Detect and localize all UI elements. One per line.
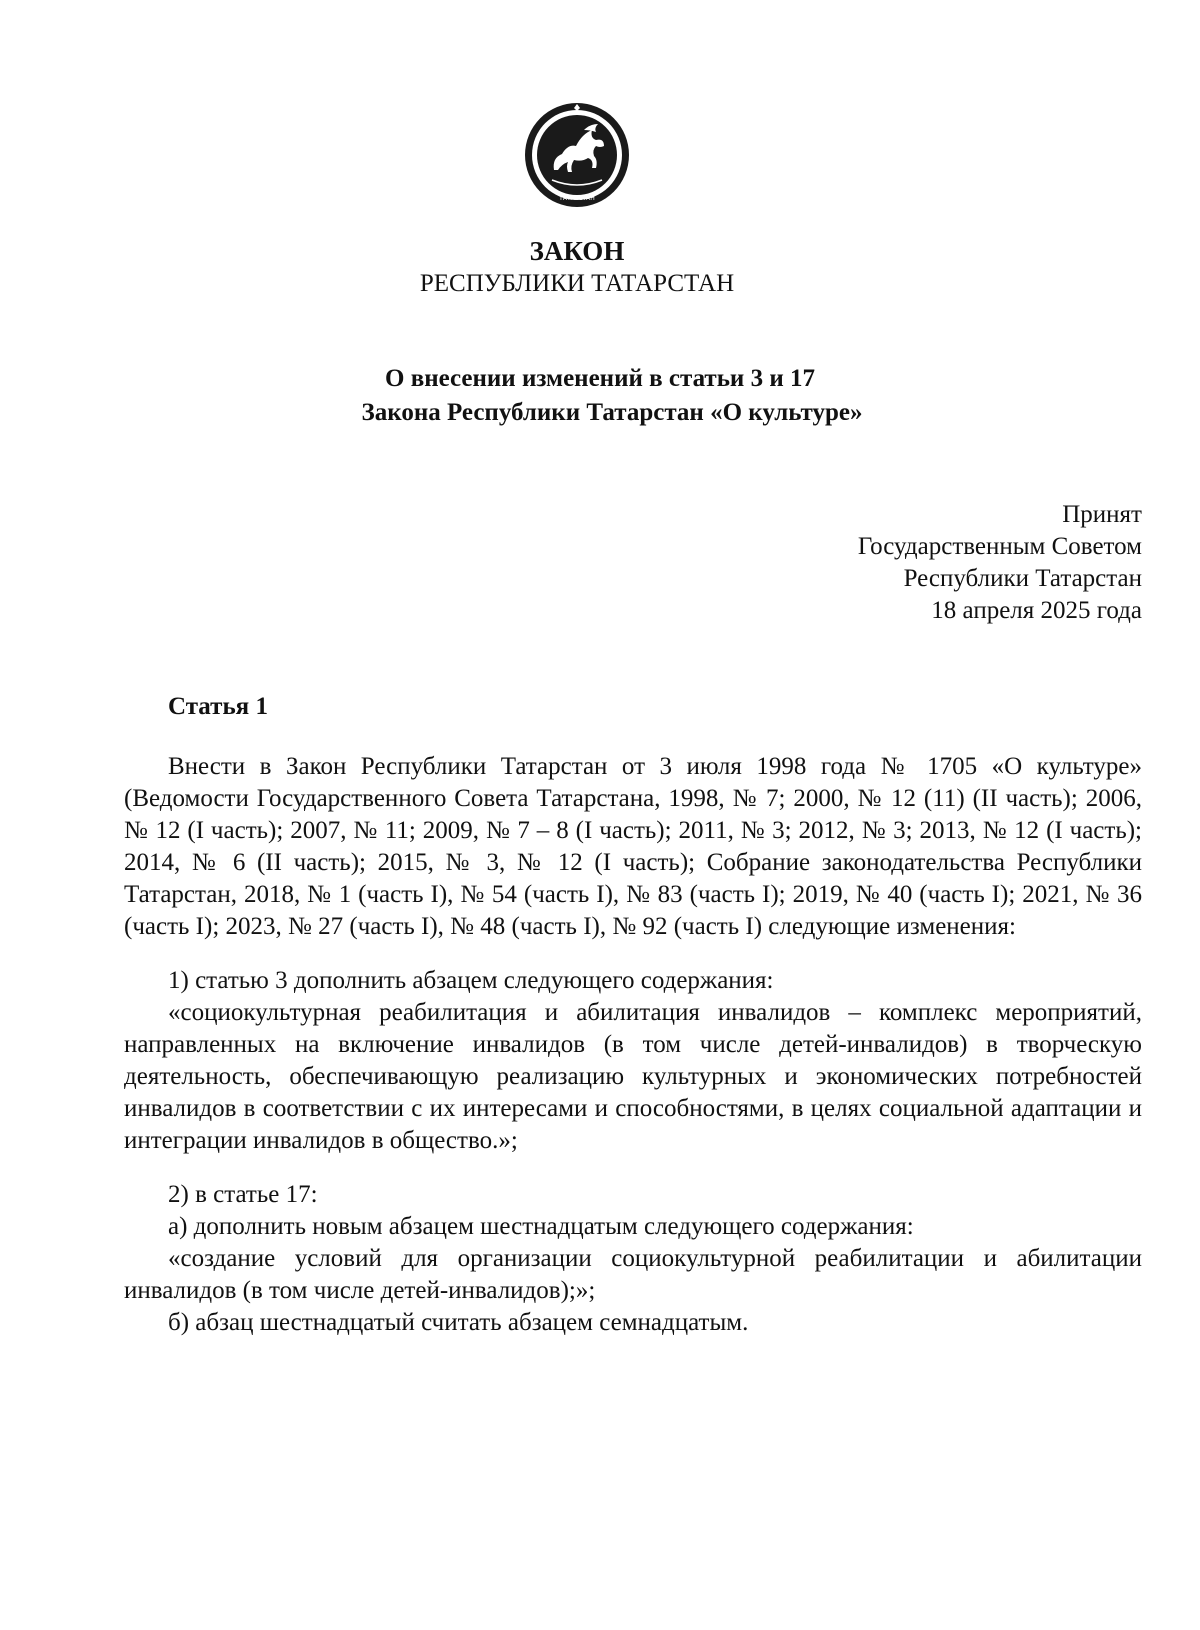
item-1-text: «социокультурная реабилитация и абилитация инвалидов – комплекс мероприятий, направленных на включение инвалидов (в том числе детей-инвалидов) в творческую деятельность, обеспечивающую реализацию культурных и экономических потребностей инвалидов в соответствии с их интересами и способностями, в целях социальной адаптации и интеграции инвалидов в общество.»;: [124, 999, 1142, 1154]
item-2a-text: «создание условий для организации социокультурной реабилитации и абилитации инвалидов (в том числе детей-инвалидов);»;: [124, 1245, 1142, 1304]
adopted-date: 18 апреля 2025 года: [931, 597, 1142, 624]
adoption-block: [858, 499, 1142, 627]
republic-title: РЕСПУБЛИКИ ТАТАРСТАН: [419, 270, 735, 297]
adopted-line-3: Республики Татарстан: [903, 565, 1142, 592]
adopted-line-2: Государственным Советом: [857, 533, 1142, 560]
subject-line-2: Закона Республики Татарстан «О культуре»: [361, 399, 863, 426]
item-1-heading: 1) статью 3 дополнить абзацем следующего содержания:: [168, 967, 774, 994]
item-2-heading: 2) в статье 17:: [168, 1181, 318, 1208]
law-word: ЗАКОН: [529, 236, 625, 266]
subject-line-1: О внесении изменений в статьи 3 и 17: [385, 365, 815, 392]
item-2b-text: б) абзац шестнадцатый считать абзацем семнадцатым.: [168, 1309, 749, 1336]
article-heading: Статья 1: [168, 693, 268, 720]
item-2a-heading: а) дополнить новым абзацем шестнадцатым следующего содержания:: [168, 1213, 914, 1240]
article-body: [124, 751, 1142, 1339]
coat-of-arms-emblem: [522, 100, 632, 210]
adopted-line-1: Принят: [1062, 501, 1142, 528]
article-intro: Внести в Закон Республики Татарстан от 3 июля 1998 года № 1705 «О культуре» (Ведомости Государственного Совета Татарстана, 1998, № 7; 2000, № 12 (11) (II часть); 2006, № 12 (I часть); 2007, № 11; 2009, № 7 – 8 (I часть); 2011, № 3; 2012, № 3; 2013, № 12 (I часть); 2014, № 6 (II часть); 2015, № 3, № 12 (I часть); Собрание законодательства Республики Татарстан, 2018, № 1 (часть I), № 54 (часть I), № 83 (часть I); 2019, № 40 (часть I); 2021, № 36 (часть I); 2023, № 27 (часть I), № 48 (часть I), № 92 (часть I) следующие изменения:: [124, 753, 1142, 940]
emblem-caption: ТАТАРСТАН: [559, 195, 595, 202]
